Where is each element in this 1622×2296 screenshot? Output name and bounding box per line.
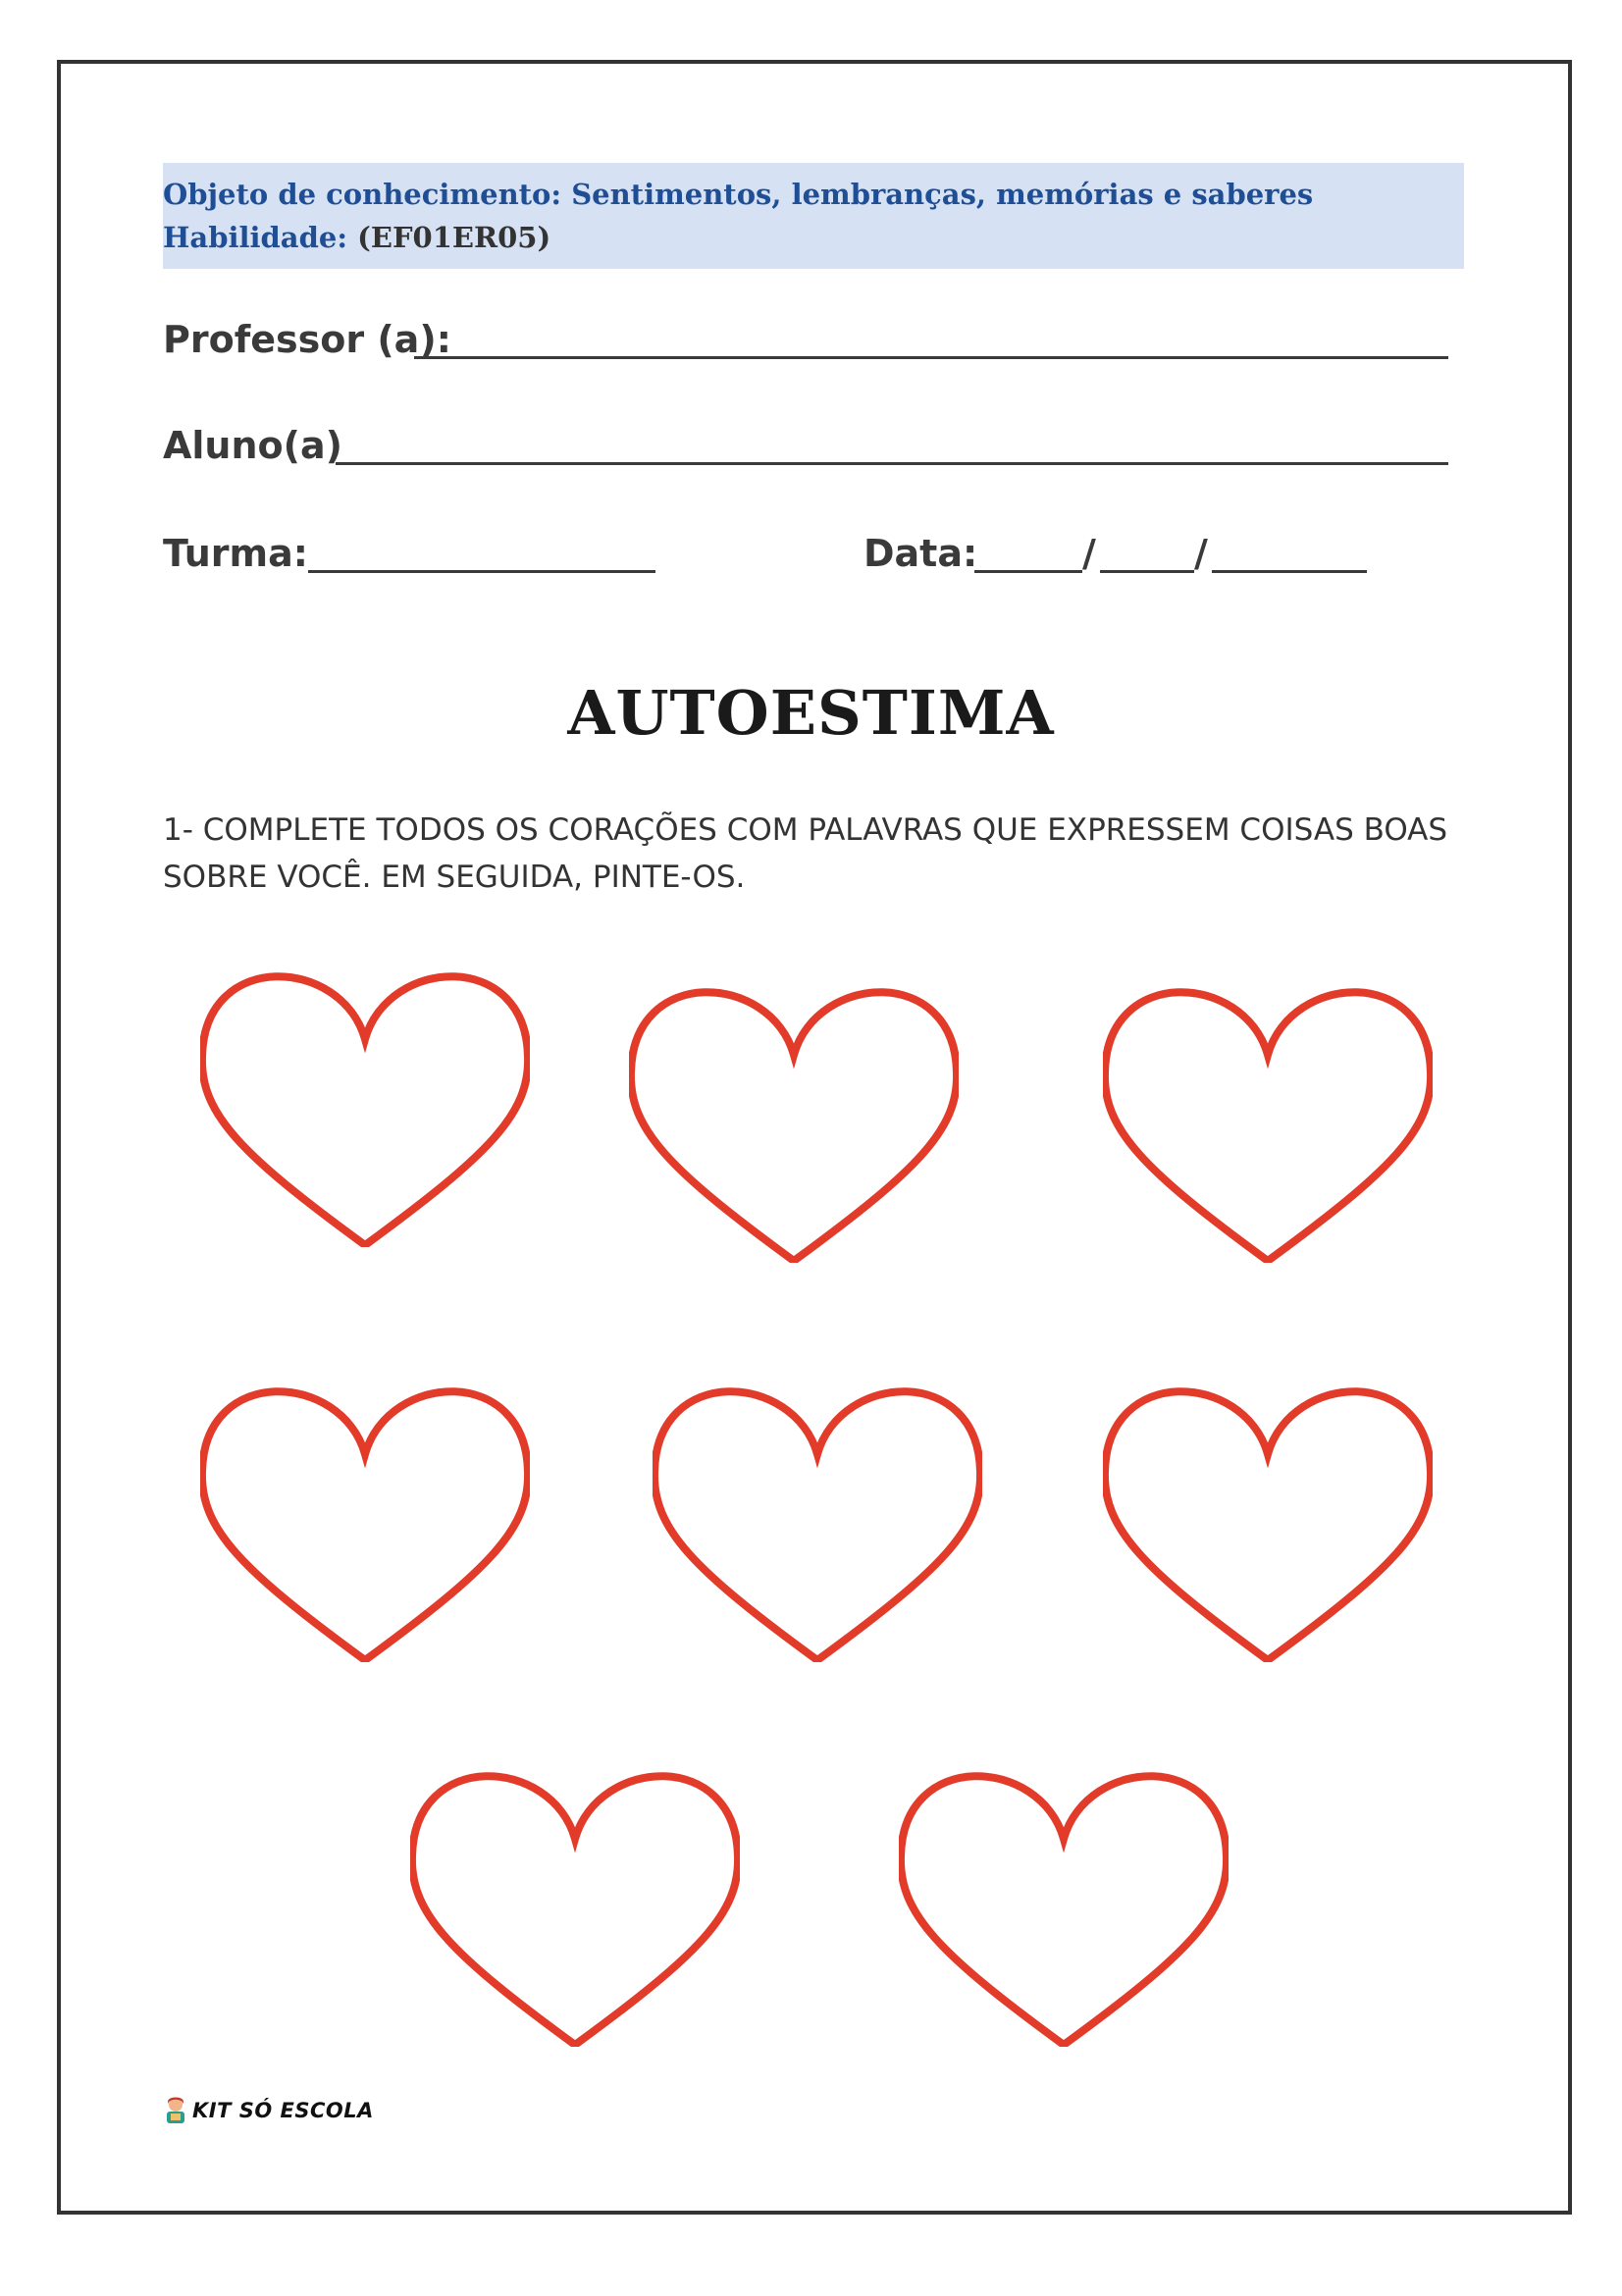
heart-outline xyxy=(631,992,957,1261)
heart-outline xyxy=(202,1391,528,1660)
header-box xyxy=(163,163,1464,269)
professor-label: Professor (a): xyxy=(163,318,451,361)
heart-outline xyxy=(1105,1391,1431,1660)
heart-8[interactable] xyxy=(899,1756,1229,2047)
page-title: AUTOESTIMA xyxy=(567,677,1055,749)
instruction-text: 1- COMPLETE TODOS OS CORAÇÕES COM PALAVRAS QUE EXPRESSEM COISAS BOAS SOBRE VOCÊ. EM SEGUIDA, PINTE-OS. xyxy=(163,812,1448,895)
heart-4[interactable] xyxy=(200,1372,530,1662)
logo-text: KIT SÓ ESCOLA xyxy=(192,2099,374,2122)
data-label: Data: xyxy=(863,532,978,575)
habilidade-line xyxy=(163,216,1464,259)
kit-so-escola-logo xyxy=(163,2096,374,2125)
aluno-input-line[interactable] xyxy=(336,462,1448,465)
data-day-line[interactable] xyxy=(974,570,1082,573)
objeto-de-conhecimento: Objeto de conhecimento: Sentimentos, lembranças, memórias e saberes xyxy=(163,178,1314,211)
heart-outline xyxy=(202,976,528,1245)
student-icon xyxy=(163,2096,188,2125)
aluno-label: Aluno(a) xyxy=(163,424,343,467)
habilidade-code: (EF01ER05) xyxy=(357,221,551,254)
data-month-line[interactable] xyxy=(1100,570,1194,573)
data-year-line[interactable] xyxy=(1212,570,1367,573)
heart-5[interactable] xyxy=(653,1372,982,1662)
heart-outline xyxy=(412,1776,738,2045)
turma-input-line[interactable] xyxy=(308,570,655,573)
heart-7[interactable] xyxy=(410,1756,740,2047)
habilidade-label: Habilidade: xyxy=(163,221,348,254)
heart-6[interactable] xyxy=(1103,1372,1433,1662)
heart-2[interactable] xyxy=(629,972,959,1263)
date-separator-1: / xyxy=(1082,532,1096,575)
turma-label: Turma: xyxy=(163,532,308,575)
heart-outline xyxy=(654,1391,980,1660)
heart-outline xyxy=(901,1776,1227,2045)
heart-3[interactable] xyxy=(1103,972,1433,1263)
heart-1[interactable] xyxy=(200,957,530,1247)
date-separator-2: / xyxy=(1194,532,1208,575)
professor-input-line[interactable] xyxy=(414,356,1448,359)
heart-outline xyxy=(1105,992,1431,1261)
